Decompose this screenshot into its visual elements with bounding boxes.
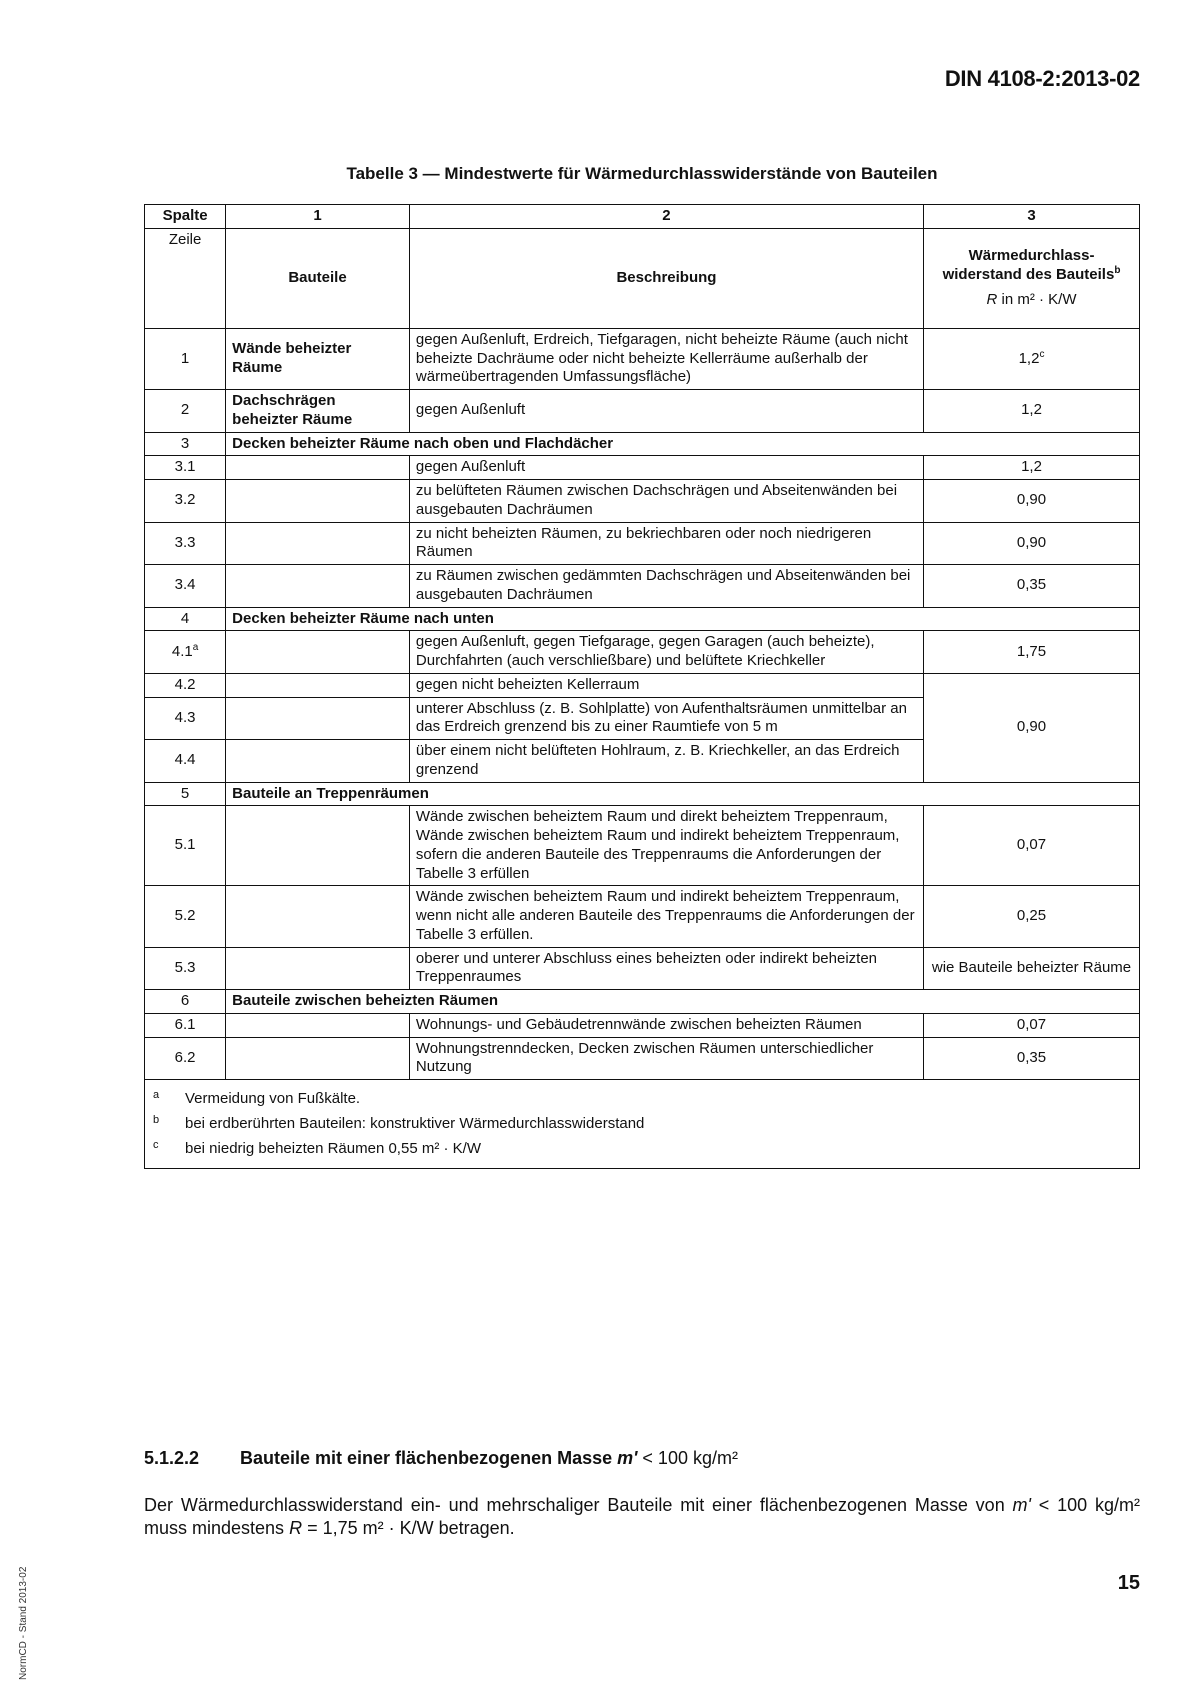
page-number: 15	[1117, 1572, 1140, 1594]
row-number: 3.4	[145, 565, 226, 608]
description-cell: oberer und unterer Abschluss eines beheizten oder indirekt beheizten Treppenraumes	[409, 947, 923, 990]
section-heading	[144, 1448, 1140, 1469]
resistance-value: 0,35	[924, 565, 1140, 608]
table-row	[145, 1037, 1140, 1080]
table-row	[145, 631, 1140, 674]
group-title: Bauteile zwischen beheizten Räumen	[226, 990, 1140, 1014]
component-cell	[226, 886, 410, 947]
column-3-number: 3	[924, 205, 1140, 229]
row-number: 4.3	[145, 697, 226, 740]
table-row	[145, 522, 1140, 565]
component-cell	[226, 947, 410, 990]
body-part-2: < 100 kg/m² muss mindestens	[144, 1495, 1140, 1539]
footnote-mark: a	[192, 641, 199, 653]
resistance-value: 1,75	[924, 631, 1140, 674]
resistance-value: 0,25	[924, 886, 1140, 947]
table-row	[145, 673, 1140, 697]
component-cell	[226, 522, 410, 565]
description-cell: gegen Außenluft, Erdreich, Tiefgaragen, nicht beheizte Räume (auch nicht beheizte Dachräume oder nicht beheizte Kellerräume außerhalb der wärmeübertragenden Umfassungsfläche)	[409, 328, 923, 389]
description-cell: zu Räumen zwischen gedämmten Dachschrägen und Abseitenwänden bei ausgebauten Dachräumen	[409, 565, 923, 608]
resistance-value: 1,2	[924, 456, 1140, 480]
row-number: 5.2	[145, 886, 226, 947]
component-cell	[226, 806, 410, 886]
section-title: Bauteile mit einer flächenbezogenen Masse	[240, 1448, 618, 1468]
group-row	[145, 432, 1140, 456]
column-2-number: 2	[409, 205, 923, 229]
table-row	[145, 806, 1140, 886]
section-title-unit: < 100 kg/m²	[637, 1448, 738, 1468]
resistance-value: wie Bauteile beheizter Räume	[924, 947, 1140, 990]
row-number: 5	[145, 782, 226, 806]
footnotes-row	[145, 1080, 1140, 1169]
footnote	[149, 1115, 1135, 1134]
component-cell	[226, 456, 410, 480]
row-number: 6.1	[145, 1013, 226, 1037]
side-note: NormCD - Stand 2013-02	[18, 1566, 29, 1680]
footnote-text: bei niedrig beheizten Räumen 0,55 m² · K/W	[185, 1139, 481, 1157]
footnotes	[145, 1080, 1140, 1169]
table-row	[145, 947, 1140, 990]
resistance-value: 0,90	[924, 522, 1140, 565]
footnote-mark: c	[153, 1138, 159, 1151]
component-cell: Dachschrägen beheizter Räume	[226, 390, 410, 433]
section-number: 5.1.2.2	[144, 1448, 200, 1468]
column-1-number: 1	[226, 205, 410, 229]
unit-label: in m² · K/W	[997, 290, 1077, 308]
row-number: 4	[145, 607, 226, 631]
component-cell	[226, 1037, 410, 1080]
description-cell: gegen Außenluft, gegen Tiefgarage, gegen Garagen (auch beheizte), Durchfahrten (auch verschließbare) und belüftete Kriechkeller	[409, 631, 923, 674]
description-cell: gegen nicht beheizten Kellerraum	[409, 673, 923, 697]
description-cell: gegen Außenluft	[409, 456, 923, 480]
row-number: 4.1$^a$	[145, 631, 226, 674]
table-row	[145, 328, 1140, 389]
footnote-mark: a	[153, 1089, 160, 1101]
row-number: 4.2	[145, 673, 226, 697]
table-row	[145, 886, 1140, 947]
section-body	[144, 1494, 1140, 1541]
spalte-label: Spalte	[145, 205, 226, 229]
beschreibung-header: Beschreibung	[409, 228, 923, 328]
component-cell	[226, 740, 410, 783]
description-cell: über einem nicht belüfteten Hohlraum, z. B. Kriechkeller, an das Erdreich grenzend	[409, 740, 923, 783]
resistance-value-merged: 0,90	[924, 673, 1140, 782]
requirements-table	[144, 204, 1140, 1169]
resistance-header	[924, 228, 1140, 328]
component-cell	[226, 480, 410, 523]
description-cell: Wohnungstrenndecken, Decken zwischen Räumen unterschiedlicher Nutzung	[409, 1037, 923, 1080]
row-number: 6	[145, 990, 226, 1014]
resistance-value: 0,35	[924, 1037, 1140, 1080]
table-row	[145, 480, 1140, 523]
group-row	[145, 607, 1140, 631]
resistance-value: 1,2	[924, 390, 1140, 433]
header-row	[145, 228, 1140, 328]
footnote	[149, 1140, 1135, 1159]
row-number: 5.1	[145, 806, 226, 886]
resistance-value: 0,07	[924, 806, 1140, 886]
unit-variable: R	[986, 290, 998, 308]
section-title-variable: m'	[617, 1448, 638, 1468]
resistance-value: 0,90	[924, 480, 1140, 523]
description-cell: zu nicht beheizten Räumen, zu bekriechbaren oder noch niedrigeren Räumen	[409, 522, 923, 565]
zeile-label: Zeile	[145, 228, 226, 328]
row-number: 3	[145, 432, 226, 456]
body-part-3: = 1,75 m² · K/W betragen.	[302, 1518, 515, 1539]
description-cell: Wände zwischen beheiztem Raum und direkt beheiztem Treppenraum, Wände zwischen beheiztem Raum und indirekt beheiztem Treppenraum, sofern die anderen Bauteile des Treppenraums die Anforderungen der Tabelle 3 erfüllen	[409, 806, 923, 886]
body-part-1: Der Wärmedurchlasswiderstand ein- und mehrschaliger Bauteile mit einer flächenbezogenen Masse von	[144, 1495, 1013, 1515]
group-title: Decken beheizter Räume nach oben und Flachdächer	[226, 432, 1140, 456]
table-caption: Tabelle 3 — Mindestwerte für Wärmedurchlasswiderstände von Bauteilen	[346, 164, 938, 183]
description-cell: gegen Außenluft	[409, 390, 923, 433]
resistance-value: 0,07	[924, 1013, 1140, 1037]
row-number: 3.2	[145, 480, 226, 523]
component-cell	[226, 697, 410, 740]
row-number: 5.3	[145, 947, 226, 990]
group-title: Decken beheizter Räume nach unten	[226, 607, 1140, 631]
row-number: 3.3	[145, 522, 226, 565]
group-row	[145, 990, 1140, 1014]
group-row	[145, 782, 1140, 806]
row-number: 6.2	[145, 1037, 226, 1080]
resistance-header-label: Wärmedurchlass-widerstand des Bauteils	[942, 247, 1115, 283]
resistance-value: 1,2$^c$	[924, 328, 1140, 389]
bauteile-header: Bauteile	[226, 228, 410, 328]
description-cell: Wände zwischen beheiztem Raum und indirekt beheiztem Treppenraum, wenn nicht alle anderen Bauteile des Treppenraums die Anforderungen der Tabelle 3 erfüllen.	[409, 886, 923, 947]
description-cell: Wohnungs- und Gebäudetrennwände zwischen beheizten Räumen	[409, 1013, 923, 1037]
footnote-text: Vermeidung von Fußkälte.	[185, 1090, 361, 1107]
body-variable-m: m'	[1012, 1495, 1031, 1515]
component-cell	[226, 565, 410, 608]
document-id: DIN 4108-2:2013-02	[944, 66, 1140, 91]
footnote-mark: b	[153, 1113, 160, 1126]
component-cell	[226, 1013, 410, 1037]
footnote-mark: c	[1039, 348, 1045, 360]
component-cell	[226, 673, 410, 697]
body-variable-r: R	[289, 1518, 303, 1539]
column-number-row	[145, 205, 1140, 229]
row-number: 2	[145, 390, 226, 433]
table-row	[145, 390, 1140, 433]
footnote-text: bei erdberührten Bauteilen: konstruktiver Wärmedurchlasswiderstand	[185, 1114, 645, 1132]
table-row	[145, 565, 1140, 608]
description-cell: unterer Abschluss (z. B. Sohlplatte) von Aufenthaltsräumen unmittelbar an das Erdreich grenzend bis zu einer Raumtiefe von 5 m	[409, 697, 923, 740]
component-cell	[226, 631, 410, 674]
component-cell: Wände beheizter Räume	[226, 328, 410, 389]
footnote	[149, 1090, 1135, 1109]
row-number: 1	[145, 328, 226, 389]
footnote-mark-b: b	[1114, 264, 1121, 276]
table-row	[145, 1013, 1140, 1037]
group-title: Bauteile an Treppenräumen	[226, 782, 1140, 806]
table-row	[145, 456, 1140, 480]
row-number: 3.1	[145, 456, 226, 480]
description-cell: zu belüfteten Räumen zwischen Dachschrägen und Abseitenwänden bei ausgebauten Dachräumen	[409, 480, 923, 523]
row-number: 4.4	[145, 740, 226, 783]
